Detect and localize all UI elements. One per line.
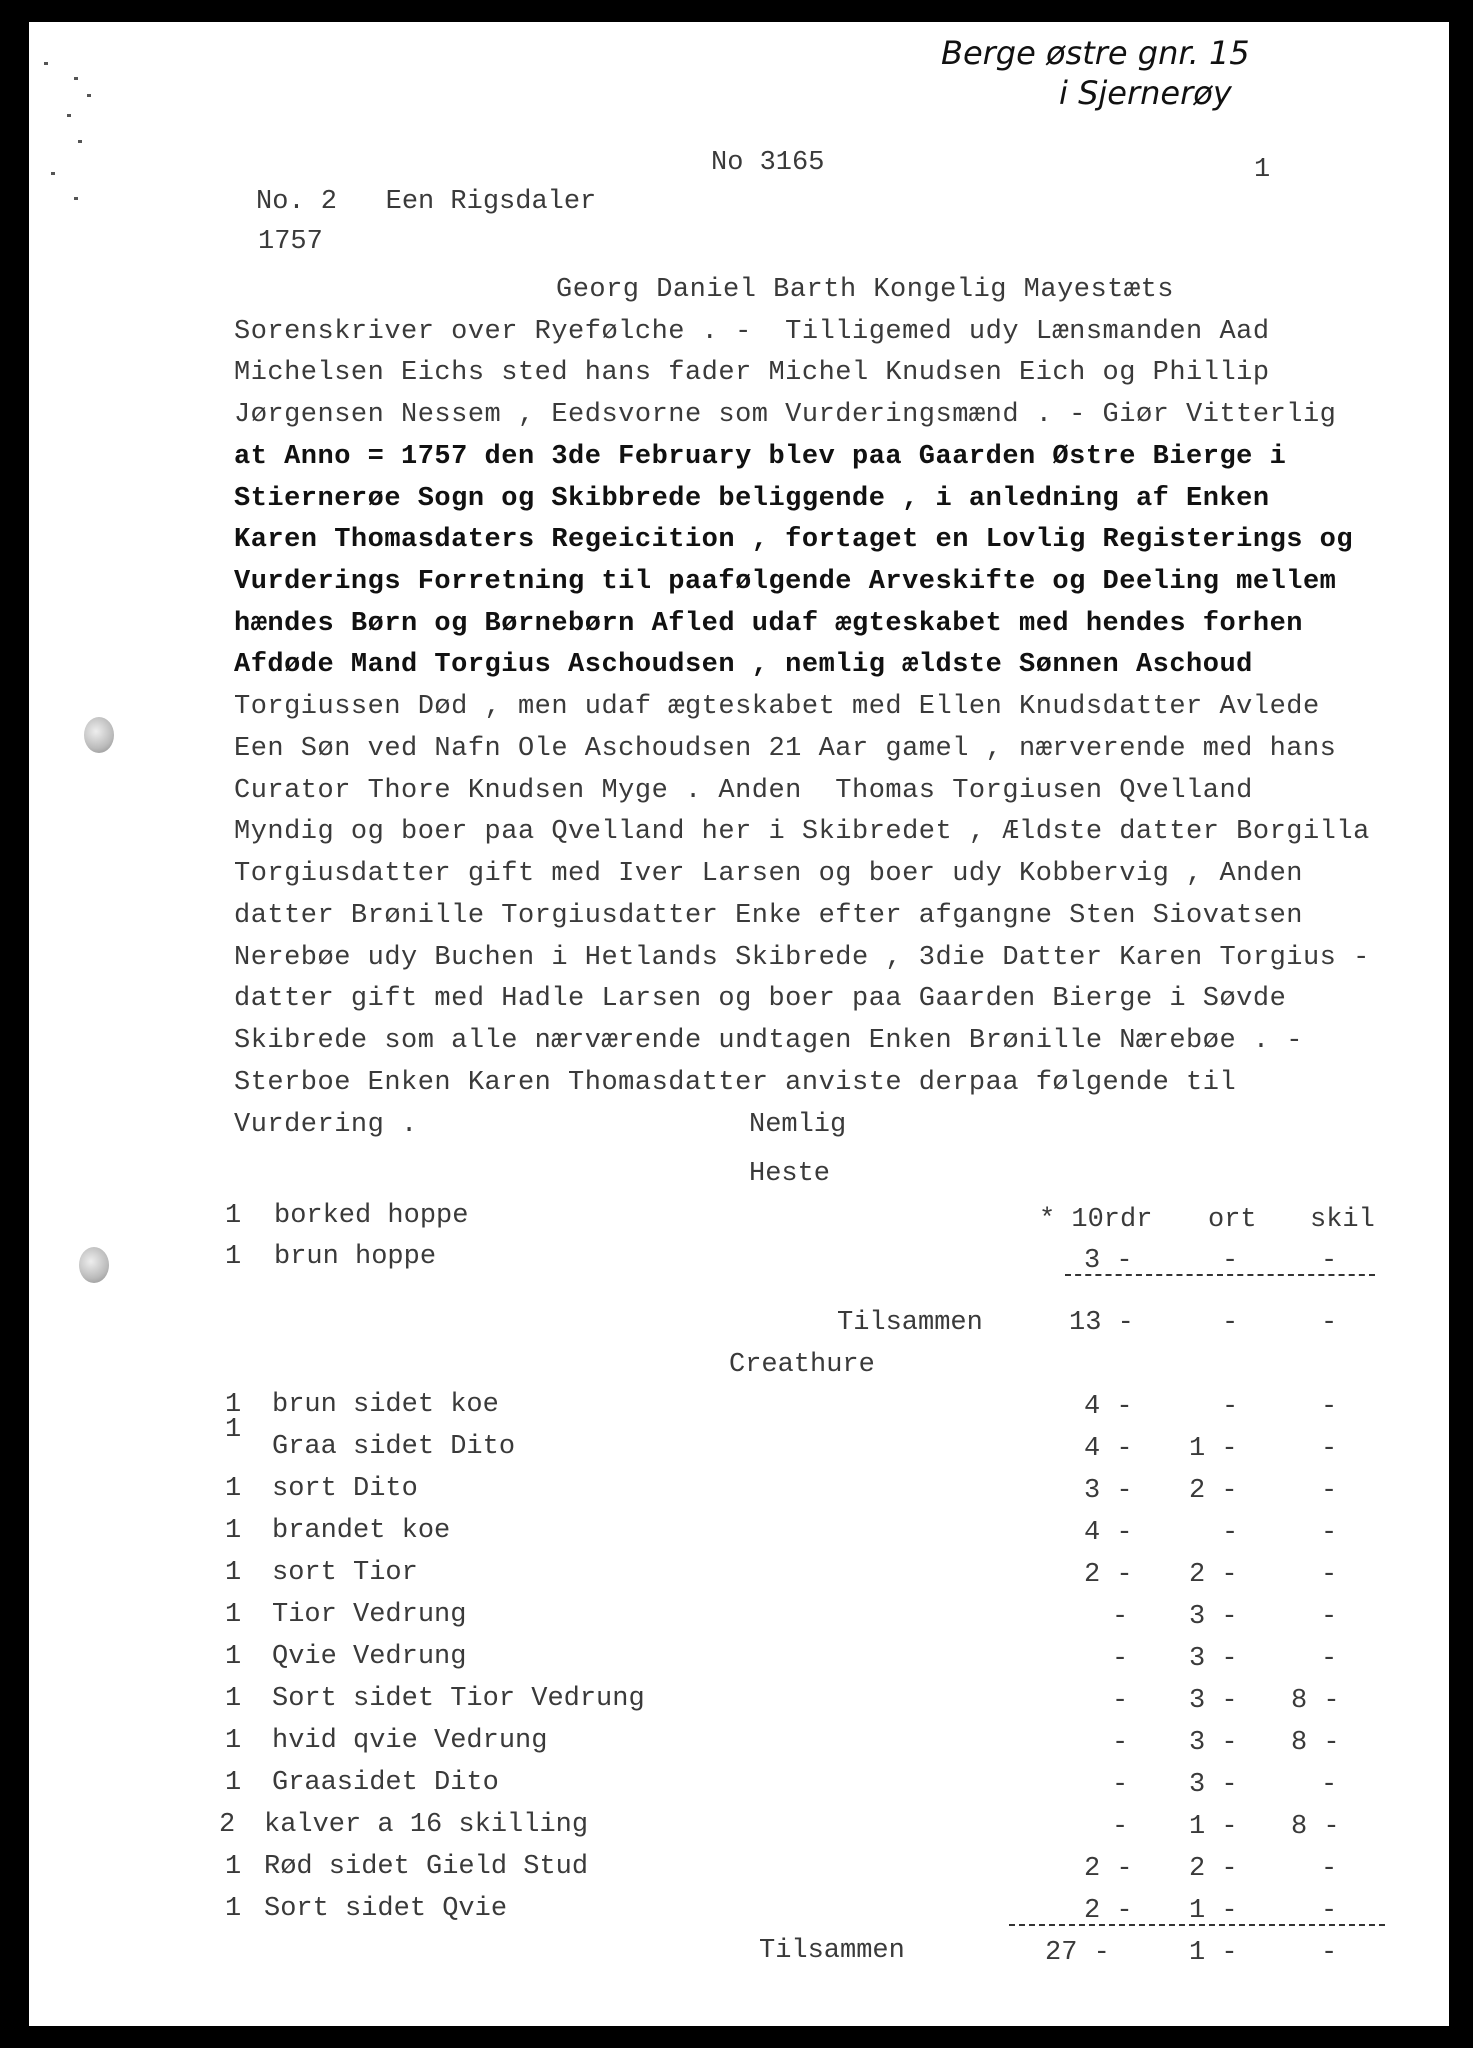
row-ort: 2 -	[1189, 1476, 1238, 1506]
row-skil: -	[1321, 1518, 1338, 1548]
total-rdr: 13 -	[1069, 1308, 1134, 1338]
row-qty: 1	[225, 1242, 242, 1272]
body-line: hændes Børn og Børnebørn Afled udaf ægteskabet med hendes forhen	[234, 609, 1303, 639]
body-line: Sterboe Enken Karen Thomasdatter anviste derpaa følgende til	[234, 1068, 1237, 1098]
row-skil: 8 -	[1291, 1728, 1340, 1758]
row-ort: 1 -	[1189, 1434, 1238, 1464]
margin-speck	[67, 114, 71, 117]
row-ort: 1 -	[1189, 1896, 1238, 1926]
row-qty: 1	[225, 1684, 242, 1714]
row-skil: -	[1321, 1476, 1338, 1506]
section-title-heste: Heste	[749, 1159, 831, 1189]
total-ort: 1 -	[1189, 1938, 1238, 1968]
row-ort: 2 -	[1189, 1854, 1238, 1884]
total-skil: -	[1321, 1938, 1338, 1968]
row-item: Sort sidet Tior Vedrung	[272, 1684, 645, 1714]
row-skil: -	[1321, 1434, 1338, 1464]
row-qty: 1	[225, 1558, 242, 1588]
document-page	[29, 22, 1449, 2026]
margin-speck	[44, 62, 48, 65]
body-line: datter gift med Hadle Larsen og boer paa Gaarden Bierge i Søvde	[234, 984, 1287, 1014]
row-qty: 1	[225, 1474, 242, 1504]
row-ort: 3 -	[1189, 1686, 1238, 1716]
body-line: Vurderings Forretning til paafølgende Arveskifte og Deeling mellem	[234, 567, 1337, 597]
row-rdr: 2 -	[1084, 1896, 1133, 1926]
row-skil: -	[1321, 1644, 1338, 1674]
row-rdr: 3 -	[1084, 1476, 1133, 1506]
row-item: borked hoppe	[274, 1201, 469, 1231]
row-skil: -	[1321, 1896, 1338, 1926]
row-item: brun sidet koe	[272, 1390, 499, 1420]
row-rdr: 4 -	[1084, 1434, 1133, 1464]
stamp-label: No. 2 Een Rigsdaler	[256, 187, 597, 217]
total-label: Tilsammen	[759, 1936, 905, 1966]
row-ort: 2 -	[1189, 1560, 1238, 1590]
row-ort: -	[1222, 1518, 1239, 1548]
row-item: Sort sidet Qvie	[264, 1894, 508, 1924]
row-qty: 2	[219, 1810, 236, 1840]
body-line: Sorenskriver over Ryefølche . - Tilligemed udy Lænsmanden Aad	[234, 317, 1270, 347]
row-rdr: 4 -	[1084, 1518, 1133, 1548]
body-line: Georg Daniel Barth Kongelig Mayestæts	[556, 275, 1174, 305]
row-rdr: -	[1112, 1728, 1129, 1758]
subtotal-rule	[1065, 1274, 1375, 1276]
body-line: Michelsen Eichs sted hans fader Michel Knudsen Eich og Phillip	[234, 358, 1270, 388]
body-line: Afdøde Mand Torgius Aschoudsen , nemlig ældste Sønnen Aschoud	[234, 650, 1253, 680]
row-ort: -	[1222, 1246, 1239, 1276]
section-title-creathure: Creathure	[729, 1350, 875, 1380]
body-line: at Anno = 1757 den 3de February blev paa Gaarden Østre Bierge i	[234, 442, 1287, 472]
row-skil: -	[1321, 1854, 1338, 1884]
row-ort: 3 -	[1189, 1644, 1238, 1674]
body-line: datter Brønille Torgiusdatter Enke efter afgangne Sten Siovatsen	[234, 901, 1303, 931]
nemlig-label: Nemlig	[749, 1110, 847, 1140]
row-skil: -	[1321, 1392, 1338, 1422]
margin-speck	[74, 197, 78, 200]
row-item: Rød sidet Gield Stud	[264, 1852, 589, 1882]
punch-hole	[79, 1247, 109, 1283]
row-ort: -	[1222, 1392, 1239, 1422]
page-number: 1	[1254, 155, 1271, 185]
row-rdr: 2 -	[1084, 1854, 1133, 1884]
row-rdr: -	[1112, 1686, 1129, 1716]
row-qty: 1	[225, 1390, 242, 1420]
margin-speck	[87, 94, 91, 97]
col-header-rdr: * 10rdr	[1039, 1205, 1153, 1235]
body-line: Jørgensen Nessem , Eedsvorne som Vurderingsmænd . - Giør Vitterlig	[234, 400, 1337, 430]
document-number: No 3165	[711, 148, 825, 178]
total-rdr: 27 -	[1045, 1938, 1110, 1968]
body-line: Torgiusdatter gift med Iver Larsen og boer udy Kobbervig , Anden	[234, 859, 1303, 889]
body-line: Nerebøe udy Buchen i Hetlands Skibrede , 3die Datter Karen Torgius -	[234, 943, 1370, 973]
body-line: Karen Thomasdaters Regeicition , fortaget en Lovlig Registerings og	[234, 525, 1354, 555]
document-year: 1757	[258, 227, 323, 257]
row-qty: 1	[225, 1642, 242, 1672]
row-rdr: 4 -	[1084, 1392, 1133, 1422]
total-label: Tilsammen	[837, 1308, 983, 1338]
row-skil: -	[1321, 1246, 1338, 1276]
row-item: brandet koe	[272, 1516, 451, 1546]
body-line: Curator Thore Knudsen Myge . Anden Thomas Torgiusen Qvelland	[234, 776, 1253, 806]
row-item: sort Dito	[272, 1474, 418, 1504]
subtotal-rule	[1009, 1924, 1385, 1926]
handwritten-annotation-line1: Berge østre gnr. 15	[941, 34, 1250, 72]
row-skil: -	[1321, 1602, 1338, 1632]
body-line: Skibrede som alle nærværende undtagen Enken Brønille Nærebøe . -	[234, 1026, 1303, 1056]
row-qty: 1	[225, 1768, 242, 1798]
row-rdr: -	[1112, 1770, 1129, 1800]
row-qty: 1	[225, 1415, 242, 1445]
row-item: Tior Vedrung	[272, 1600, 467, 1630]
row-item: sort Tior	[272, 1558, 418, 1588]
row-qty: 1	[225, 1894, 242, 1924]
row-rdr: -	[1112, 1644, 1129, 1674]
row-skil: 8 -	[1291, 1812, 1340, 1842]
row-item: Qvie Vedrung	[272, 1642, 467, 1672]
handwritten-annotation-line2: i Sjernerøy	[1059, 74, 1232, 112]
margin-speck	[78, 140, 82, 143]
row-rdr: 2 -	[1084, 1560, 1133, 1590]
row-item: brun hoppe	[274, 1242, 437, 1272]
row-ort: 1 -	[1189, 1812, 1238, 1842]
row-rdr: -	[1112, 1812, 1129, 1842]
row-qty: 1	[225, 1201, 242, 1231]
row-qty: 1	[225, 1600, 242, 1630]
total-ort: -	[1222, 1308, 1239, 1338]
body-line: Een Søn ved Nafn Ole Aschoudsen 21 Aar gamel , nærverende med hans	[234, 734, 1337, 764]
row-rdr: 3 -	[1084, 1246, 1133, 1276]
row-rdr: -	[1112, 1602, 1129, 1632]
body-line: Vurdering .	[234, 1110, 418, 1140]
col-header-ort: ort	[1208, 1205, 1257, 1235]
margin-speck	[51, 172, 55, 175]
row-ort: 3 -	[1189, 1602, 1238, 1632]
row-skil: -	[1321, 1770, 1338, 1800]
punch-hole	[84, 717, 114, 753]
row-item: kalver a 16 skilling	[264, 1810, 589, 1840]
row-item: hvid qvie Vedrung	[272, 1726, 548, 1756]
row-ort: 3 -	[1189, 1770, 1238, 1800]
row-item: Graasidet Dito	[272, 1768, 499, 1798]
col-header-skil: skil	[1310, 1205, 1375, 1235]
row-qty: 1	[225, 1516, 242, 1546]
body-line: Torgiussen Død , men udaf ægteskabet med Ellen Knudsdatter Avlede	[234, 692, 1320, 722]
row-skil: 8 -	[1291, 1686, 1340, 1716]
row-ort: 3 -	[1189, 1728, 1238, 1758]
body-line: Myndig og boer paa Qvelland her i Skibredet , Ældste datter Borgilla	[234, 817, 1370, 847]
row-qty: 1	[225, 1852, 242, 1882]
margin-speck	[74, 77, 78, 80]
body-line: Stiernerøe Sogn og Skibbrede beliggende , i anledning af Enken	[234, 484, 1270, 514]
total-skil: -	[1321, 1308, 1338, 1338]
row-skil: -	[1321, 1560, 1338, 1590]
row-item: Graa sidet Dito	[272, 1432, 516, 1462]
row-qty: 1	[225, 1726, 242, 1756]
